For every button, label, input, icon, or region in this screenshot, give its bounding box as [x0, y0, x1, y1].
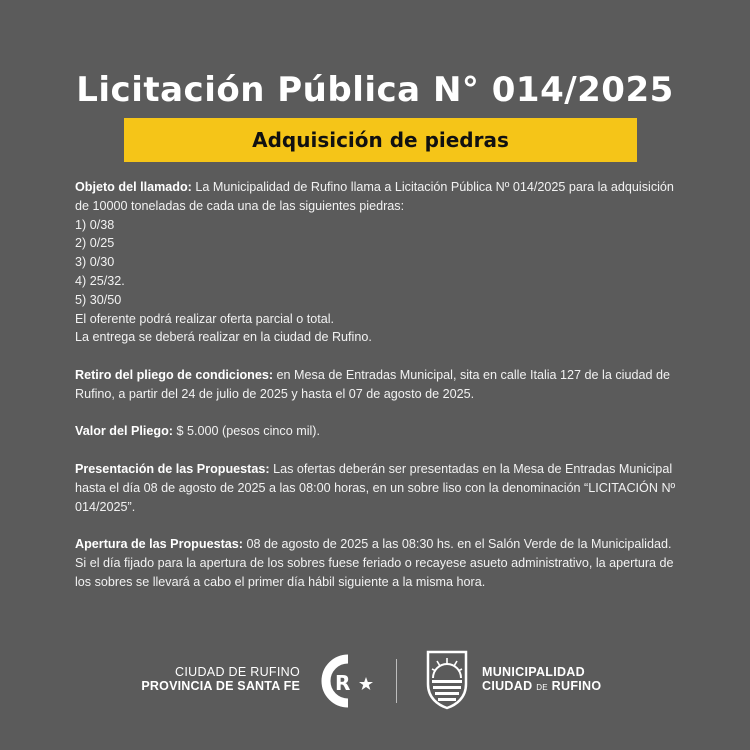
objeto-text: La Municipalidad de Rufino llama a Licitación Pública Nº 014/2025 para la adquisición de 10000 toneladas de cada una de las siguientes piedras: — [75, 180, 674, 213]
retiro-label: Retiro del pliego de condiciones: — [75, 367, 274, 382]
valor-label: Valor del Pliego: — [75, 424, 173, 439]
valor-paragraph — [75, 422, 685, 441]
presentacion-paragraph — [75, 460, 685, 516]
footer-divider — [396, 659, 397, 703]
list-item: 2) 0/25 — [75, 236, 115, 251]
presentacion-text: Las ofertas deberán ser presentadas en la Mesa de Entradas Municipal hasta el día 08 de agosto de 2025 a las 08:00 horas, en un sobre liso con la denominación “LICITACIÓN Nº 014/2025”. — [75, 461, 676, 514]
province-name: PROVINCIA DE SANTA FE — [141, 679, 300, 693]
list-item: 5) 30/50 — [75, 292, 122, 307]
notice-body — [75, 178, 685, 592]
city-name: CIUDAD DE RUFINO — [175, 665, 300, 679]
star-icon — [359, 677, 373, 690]
objeto-note-delivery: La entrega se deberá realizar en la ciudad de Rufino. — [75, 330, 372, 345]
shield-icon — [424, 648, 470, 710]
retiro-paragraph — [75, 366, 685, 404]
municipality-text-block — [482, 665, 682, 695]
list-item: 3) 0/30 — [75, 255, 115, 270]
municipality-city: CIUDAD DE RUFINO — [482, 679, 602, 693]
list-item: 1) 0/38 — [75, 217, 115, 232]
objeto-paragraph — [75, 178, 685, 216]
objeto-note-partial: El oferente podrá realizar oferta parcial o total. — [75, 311, 335, 326]
objeto-label: Objeto del llamado: — [75, 180, 192, 194]
presentacion-label: Presentación de las Propuestas: — [75, 461, 270, 476]
city-text-block — [110, 665, 300, 693]
subtitle-banner: Adquisición de piedras — [124, 118, 637, 162]
logo-letter: R — [335, 671, 351, 695]
retiro-text: en Mesa de Entradas Municipal, sita en calle Italia 127 de la ciudad de Rufino, a partir del 24 de julio de 2025 y hasta el 07 de agosto de 2025. — [75, 367, 670, 401]
apertura-text: 08 de agosto de 2025 a las 08:30 hs. en el Salón Verde de la Municipalidad. Si el día fijado para la apertura de los sobres fuese feriado o recayese asueto administrativo, la apertura de los sobres se llevará a cabo el primer día hábil siguiente a la misma hora. — [75, 537, 674, 589]
list-item: 4) 25/32. — [75, 273, 125, 288]
municipality-name: MUNICIPALIDAD — [482, 665, 585, 679]
apertura-paragraph — [75, 535, 685, 591]
page-title: Licitación Pública N° 014/2025 — [76, 70, 674, 110]
city-logo-icon — [308, 651, 378, 711]
valor-text: $ 5.000 (pesos cinco mil). — [172, 424, 320, 439]
footer — [0, 645, 750, 715]
apertura-label: Apertura de las Propuestas: — [75, 537, 243, 552]
